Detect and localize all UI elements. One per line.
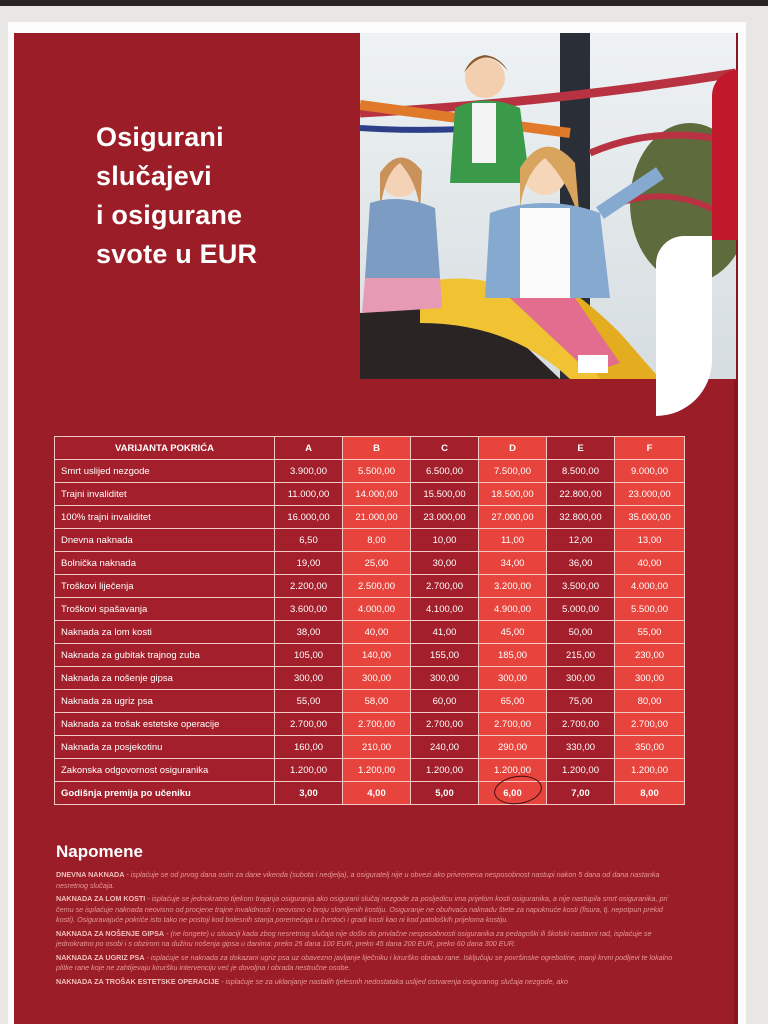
cell-value: 4.000,00 — [615, 575, 685, 598]
table-row — [55, 736, 685, 759]
note-text: - isplaćuje se jednokratno tijekom trajanja osiguranja ako osigurani slučaj nezgode za posljedicu ima prijelom kosti osiguranika, a nije nastupila smrt osiguranika, pri čemu se isplaćuje naknada neovisno od procjene trajne invalidnosti i neovisno o broju slomljenih kostiju. Osiguranje ne obuhvaća naknadu štete za napuknuće kosti (fisura, tj. nepotpun prekid kosti). Osiguravajuće pokriće isto tako ne postoji kod bolesnih stanja poremećaja u čvrstoći i gradi kosti kao ni kod patoloških prijeloma kostiju. — [56, 894, 668, 924]
title-line: Osigurani — [96, 122, 224, 152]
cell-value: 5.000,00 — [547, 598, 615, 621]
cell-value: 140,00 — [343, 644, 411, 667]
table-row — [55, 690, 685, 713]
cell-value: 25,00 — [343, 552, 411, 575]
decorative-red-curve — [712, 70, 738, 240]
cell-value: 290,00 — [479, 736, 547, 759]
table-total-row — [55, 782, 685, 805]
table-row — [55, 644, 685, 667]
cell-value: 3.600,00 — [275, 598, 343, 621]
cell-value: 55,00 — [275, 690, 343, 713]
note-text: - isplaćuje se za uklanjanje nastalih tjelesnih nedostataka uslijed ostvarenja osiguranog slučaja nezgode, ako — [219, 976, 569, 986]
table-row — [55, 506, 685, 529]
cell-value: 2.700,00 — [343, 713, 411, 736]
row-label: Troškovi liječenja — [55, 575, 275, 598]
row-label: Bolnička naknada — [55, 552, 275, 575]
cell-value: 23.000,00 — [411, 506, 479, 529]
cell-value: 2.700,00 — [547, 713, 615, 736]
cell-value: 14.000,00 — [343, 483, 411, 506]
cell-value: 1.200,00 — [411, 759, 479, 782]
cell-value: 3.900,00 — [275, 460, 343, 483]
row-label: Zakonska odgovornost osiguranika — [55, 759, 275, 782]
cell-value: 8,00 — [343, 529, 411, 552]
cell-value: 8.500,00 — [547, 460, 615, 483]
cell-value: 300,00 — [547, 667, 615, 690]
note-item — [56, 894, 684, 926]
scan-edge — [0, 0, 768, 6]
cell-value: 330,00 — [547, 736, 615, 759]
title-line: i osigurane — [96, 200, 243, 230]
decorative-white-curve — [656, 236, 712, 416]
row-label: 100% trajni invaliditet — [55, 506, 275, 529]
cell-value: 4.900,00 — [479, 598, 547, 621]
table-row — [55, 667, 685, 690]
cell-value: 300,00 — [615, 667, 685, 690]
cell-value: 22.800,00 — [547, 483, 615, 506]
note-term: NAKNADA ZA UGRIZ PSA — [56, 952, 145, 962]
cell-value: 2.500,00 — [343, 575, 411, 598]
header-col-b: B — [343, 437, 411, 460]
cell-value: 35.000,00 — [615, 506, 685, 529]
cell-value: 41,00 — [411, 621, 479, 644]
cell-value: 155,00 — [411, 644, 479, 667]
table-row — [55, 713, 685, 736]
row-label: Troškovi spašavanja — [55, 598, 275, 621]
notes-title: Napomene — [56, 842, 143, 861]
cell-value: 60,00 — [411, 690, 479, 713]
cell-value: 80,00 — [615, 690, 685, 713]
cell-value: 350,00 — [615, 736, 685, 759]
title-line: slučajevi — [96, 161, 212, 191]
cell-value: 16.000,00 — [275, 506, 343, 529]
cell-value: 3.500,00 — [547, 575, 615, 598]
table-row — [55, 552, 685, 575]
note-item — [56, 977, 684, 988]
cell-value: 7,00 — [547, 782, 615, 805]
cell-value: 6,50 — [275, 529, 343, 552]
cell-value: 2.700,00 — [479, 713, 547, 736]
note-item — [56, 953, 684, 974]
cell-value: 15.500,00 — [411, 483, 479, 506]
cell-value: 18.500,00 — [479, 483, 547, 506]
cell-value: 1.200,00 — [343, 759, 411, 782]
note-term: DNEVNA NAKNADA — [56, 870, 125, 879]
cell-value: 13,00 — [615, 529, 685, 552]
cell-value: 1.200,00 — [615, 759, 685, 782]
cell-value: 40,00 — [343, 621, 411, 644]
header-col-e: E — [547, 437, 615, 460]
cell-value: 19,00 — [275, 552, 343, 575]
cell-value: 27.000,00 — [479, 506, 547, 529]
cell-value: 300,00 — [343, 667, 411, 690]
cell-value: 21.000,00 — [343, 506, 411, 529]
cell-value: 75,00 — [547, 690, 615, 713]
cell-value: 2.700,00 — [275, 713, 343, 736]
note-item — [56, 929, 684, 950]
cell-value: 4.000,00 — [343, 598, 411, 621]
note-term: NAKNADA ZA NOŠENJE GIPSA — [56, 928, 165, 938]
cell-value: 12,00 — [547, 529, 615, 552]
row-label: Naknada za gubitak trajnog zuba — [55, 644, 275, 667]
cell-value: 1.200,00 — [547, 759, 615, 782]
cell-value: 36,00 — [547, 552, 615, 575]
header-label: VARIJANTA POKRIĆA — [55, 437, 275, 460]
title-line: svote u EUR — [96, 239, 258, 269]
cell-value: 38,00 — [275, 621, 343, 644]
table-row — [55, 575, 685, 598]
cell-value: 50,00 — [547, 621, 615, 644]
note-text: - isplaćuje se naknada za dokazani ugriz psa uz obavezno javljanje liječniku i kirurško obradu rane. Isključuju se površinske ogrebotine, manji krvni podljevi te lokalno plitke rane koje ne zahtijevaju kiruršku intervenciju već je dovoljna i obrada nestručne osobe. — [56, 952, 673, 972]
cell-value: 3.200,00 — [479, 575, 547, 598]
cell-value: 2.200,00 — [275, 575, 343, 598]
row-label: Naknada za trošak estetske operacije — [55, 713, 275, 736]
cell-value: 5,00 — [411, 782, 479, 805]
row-label: Naknada za posjekotinu — [55, 736, 275, 759]
cell-value: 215,00 — [547, 644, 615, 667]
note-term: NAKNADA ZA LOM KOSTI — [56, 894, 146, 903]
cell-value: 300,00 — [411, 667, 479, 690]
cell-value: 105,00 — [275, 644, 343, 667]
cell-value: 240,00 — [411, 736, 479, 759]
note-text: - isplaćuje se od prvog dana osim za dane vikenda (subota i nedjelja), a osiguratelj nije u obvezi ako privremena nesposobnost nastupi nakon 5 dana od dana nastanka nesretnog slučaja. — [56, 870, 660, 890]
cell-value: 210,00 — [343, 736, 411, 759]
cell-value: 3,00 — [275, 782, 343, 805]
header-col-f: F — [615, 437, 685, 460]
table-row — [55, 759, 685, 782]
cell-value: 4.100,00 — [411, 598, 479, 621]
cell-value: 300,00 — [275, 667, 343, 690]
row-label: Trajni invaliditet — [55, 483, 275, 506]
coverage-table — [54, 436, 685, 805]
table-row — [55, 460, 685, 483]
row-label: Naknada za nošenje gipsa — [55, 667, 275, 690]
row-label: Naknada za lom kosti — [55, 621, 275, 644]
table-row — [55, 529, 685, 552]
table-row — [55, 598, 685, 621]
row-label: Smrt uslijed nezgode — [55, 460, 275, 483]
cell-value: 6,00 — [479, 782, 547, 805]
cell-value: 8,00 — [615, 782, 685, 805]
cell-value: 11,00 — [479, 529, 547, 552]
header-col-a: A — [275, 437, 343, 460]
cell-value: 34,00 — [479, 552, 547, 575]
table-row — [55, 483, 685, 506]
cell-value: 9.000,00 — [615, 460, 685, 483]
cell-value: 4,00 — [343, 782, 411, 805]
cell-value: 11.000,00 — [275, 483, 343, 506]
header-col-d: D — [479, 437, 547, 460]
cell-value: 5.500,00 — [343, 460, 411, 483]
row-label: Godišnja premija po učeniku — [55, 782, 275, 805]
cell-value: 300,00 — [479, 667, 547, 690]
header-col-c: C — [411, 437, 479, 460]
cell-value: 185,00 — [479, 644, 547, 667]
cell-value: 2.700,00 — [411, 713, 479, 736]
cell-value: 5.500,00 — [615, 598, 685, 621]
cell-value: 2.700,00 — [411, 575, 479, 598]
cell-value: 65,00 — [479, 690, 547, 713]
cell-value: 55,00 — [615, 621, 685, 644]
table-body — [55, 460, 685, 805]
notes-list — [56, 870, 684, 990]
row-label: Dnevna naknada — [55, 529, 275, 552]
row-label: Naknada za ugriz psa — [55, 690, 275, 713]
cell-value: 30,00 — [411, 552, 479, 575]
cell-value: 10,00 — [411, 529, 479, 552]
cell-value: 45,00 — [479, 621, 547, 644]
cell-value: 7.500,00 — [479, 460, 547, 483]
note-text: - (ne longete) u situaciji kada zbog nesretnog slučaja nije došlo do privlačne nesposobnosti osiguranika za pedagoški ili školski nastavni rad, isplaćuje se jednokratno po osobi i s obzirom na dužinu nošenja gipsa u danima: preko 25 dana 100 EUR, preko 45 dana 200 EUR, preko 60 dana 300 EUR. — [56, 928, 652, 948]
page-title — [96, 118, 336, 274]
cell-value: 32.800,00 — [547, 506, 615, 529]
note-term: NAKNADA ZA TROŠAK ESTETSKE OPERACIJE — [56, 976, 220, 986]
cell-value: 2.700,00 — [615, 713, 685, 736]
table-header-row — [55, 437, 685, 460]
cell-value: 1.200,00 — [479, 759, 547, 782]
table-row — [55, 621, 685, 644]
note-item — [56, 870, 684, 891]
cell-value: 1.200,00 — [275, 759, 343, 782]
cell-value: 160,00 — [275, 736, 343, 759]
cell-value: 230,00 — [615, 644, 685, 667]
cell-value: 58,00 — [343, 690, 411, 713]
cell-value: 40,00 — [615, 552, 685, 575]
cell-value: 6.500,00 — [411, 460, 479, 483]
cell-value: 23.000,00 — [615, 483, 685, 506]
